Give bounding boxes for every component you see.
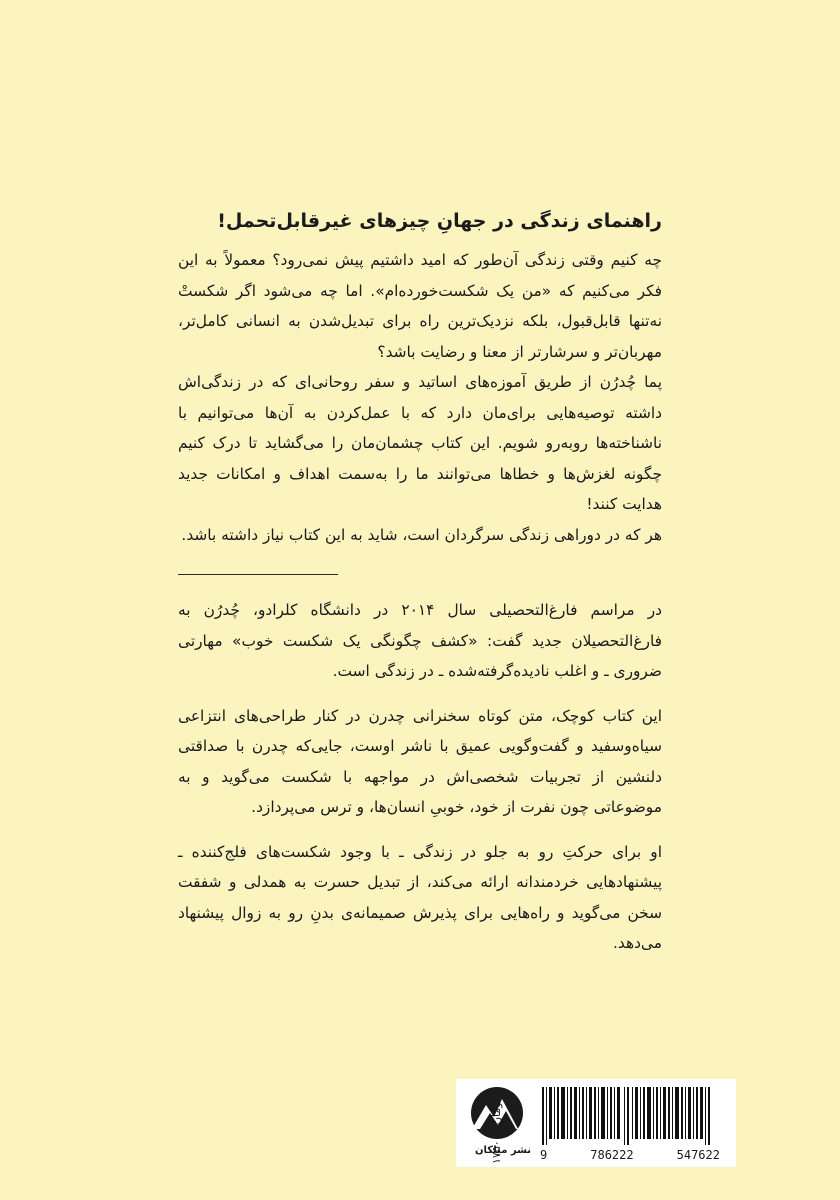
isbn-number xyxy=(540,1147,720,1163)
publisher-name: نشر میلکان xyxy=(474,1145,532,1156)
page-title: راهنمای زندگی در جهانِ چیزهای غیرقابل‌تحمل! xyxy=(217,210,662,232)
description-paragraph-1: در مراسم فارغ‌التحصیلی سال ۲۰۱۴ در دانشگاه کلرادو، چُدرُن به فارغ‌التحصیلان جدید گفت: «کشف چگونگی یک شکست خوب» مهارتی ضروری ـ و اغلب نادیده‌گرفته‌شده ـ در زندگی است. xyxy=(178,601,662,680)
intro-paragraph-3: هر که در دوراهی زندگی سرگردان است، شاید به این کتاب نیاز داشته باشد. xyxy=(181,525,662,544)
divider xyxy=(178,574,338,575)
barcode-icon xyxy=(540,1087,724,1145)
isbn-lead-digit: 9 xyxy=(540,1148,548,1162)
intro-paragraph-2: پما چُدرُن از طریق آموزه‌های اساتید و سفر روحانی‌ای که در زندگی‌اش داشته توصیه‌هایی برای‌مان دارد که با عمل‌کردن به آن‌ها می‌توانیم با ناشناخته‌ها روبه‌رو شویم. این کتاب چشمان‌مان را می‌گشاید تا درک کنیم چگونه لغزش‌ها و خطاها می‌توانند ما را به‌سمت اهداف و امکانات جدید هدایت کنند! xyxy=(178,373,662,513)
intro-paragraph-1: چه کنیم وقتی زندگی آن‌طور که امید داشتیم پیش نمی‌رود؟ معمولاً به این فکر می‌کنیم که «من یک شکست‌خورده‌ام». اما چه می‌شود اگر شکستْ نه‌تنها قابل‌قبول، بلکه نزدیک‌ترین راه برای تبدیل‌شدن به انسانی کامل‌تر، مهربان‌تر و سرشارتر از معنا و رضایت باشد؟ xyxy=(178,251,662,361)
barcode xyxy=(540,1087,736,1165)
description-paragraph-2: این کتاب کوچک، متن کوتاه سخنرانی چدرن در کنار طراحی‌های انتزاعی سیاه‌وسفید و گفت‌وگویی عمیق با ناشر اوست، جایی‌که چدرن با صداقتی دلنشین از تجربیات شخصی‌اش در مواجهه با شکست می‌گوید و به موضوعاتی چون نفرت از خود، خوبیِ انسان‌ها، و ترس می‌پردازد. xyxy=(178,706,662,816)
isbn-group-2: 547622 xyxy=(676,1148,720,1162)
cover-text xyxy=(178,205,662,973)
description-paragraph-3: او برای حرکتِ رو به جلو در زندگی ـ با وجود شکست‌های فلج‌کننده ـ پیشنهادهایی خردمندانه ارائه می‌کند، از تبدیل حسرت به همدلی و شفقت سخن می‌گوید و راه‌هایی برای پذیرش صمیمانه‌ی بدنِ رو به زوال پیشنهاد می‌دهد. xyxy=(178,842,662,952)
price-label: ۱۷۵۰۰۰ تومان xyxy=(490,1098,503,1164)
isbn-group-1: 786222 xyxy=(590,1148,634,1162)
